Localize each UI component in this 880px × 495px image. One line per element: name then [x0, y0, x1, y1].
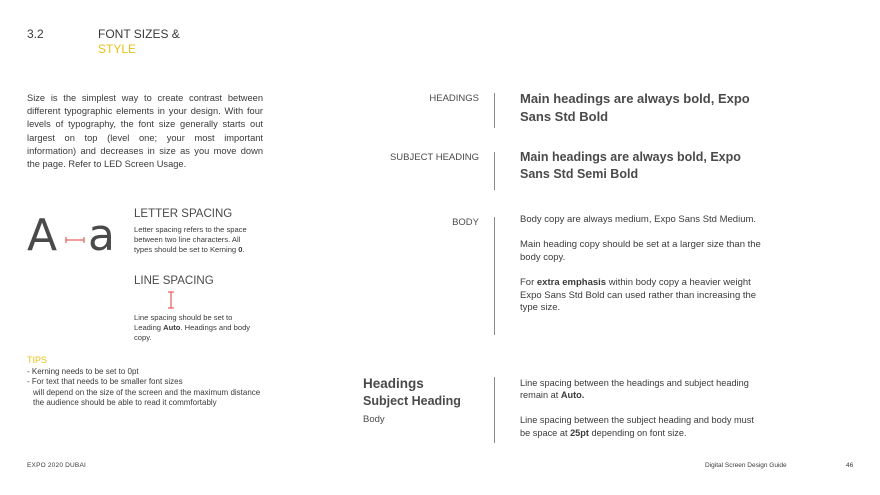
intro-paragraph: Size is the simplest way to create contrast between different typographic elements in your design. With four levels of typography, the font size generally starts out largest on top (level one; your most important information) and decreases in size as you move down the page. Refer to LED Screen Usage. — [27, 93, 263, 170]
spacing-note-2-end: depending on font size. — [588, 427, 687, 438]
body-paragraph-3-text: For — [520, 276, 537, 288]
spacing-note-1-text: Line spacing between the headings and subject heading remain at — [520, 378, 749, 401]
body-paragraph-1: Body copy are always medium, Expo Sans Std Medium. — [520, 214, 757, 225]
letter-spacing-title: LETTER SPACING — [134, 208, 233, 220]
tip-item-continued: will depend on the size of the screen and the maximum distance the audience should be able to read it commfortably — [33, 387, 261, 408]
text-cursor-icon — [166, 291, 176, 309]
body-paragraph-3 — [520, 277, 765, 315]
letter-spacing-body-text: Letter spacing refers to the space between two line characters. All types should be set to Kerning — [134, 225, 247, 254]
demo-heading: Headings — [363, 376, 424, 391]
tip-item: - For text that needs to be smaller font sizes — [27, 377, 183, 387]
line-spacing-body-end: . Headings and body copy. — [134, 323, 251, 342]
letter-spacing-body — [134, 225, 259, 255]
spacing-note-2-bold: 25pt — [570, 427, 589, 438]
headings-label: HEADINGS — [429, 93, 479, 104]
line-spacing-body-bold: Auto — [163, 323, 181, 332]
spacing-note-2 — [520, 414, 765, 439]
section-title — [98, 27, 180, 57]
line-spacing-title: LINE SPACING — [134, 275, 214, 287]
subject-heading-label: SUBJECT HEADING — [389, 152, 479, 163]
footer-guide-title: Digital Screen Design Guide — [705, 462, 787, 469]
letter-spacing-body-end: . — [242, 245, 245, 254]
body-label: BODY — [452, 217, 479, 228]
kerning-marker-icon — [65, 236, 85, 244]
footer-brand: EXPO 2020 DUBAI — [27, 462, 86, 469]
body-example — [520, 214, 765, 327]
letter-glyph-lower: a — [88, 210, 115, 261]
body-divider — [494, 217, 495, 335]
letter-glyph-upper: A — [27, 210, 58, 261]
page-number: 46 — [846, 462, 854, 469]
headings-example: Main headings are always bold, Expo Sans Std Bold — [520, 91, 750, 124]
subject-heading-example: Main headings are always bold, Expo Sans Std Semi Bold — [520, 150, 741, 181]
letter-spacing-body-bold: 0 — [238, 245, 243, 254]
section-number: 3.2 — [27, 27, 44, 41]
line-spacing-body-text: Line spacing should be set to Leading — [134, 313, 233, 332]
demo-divider — [494, 377, 495, 443]
spacing-note-1-bold: Auto. — [560, 390, 585, 401]
spacing-notes — [520, 377, 765, 451]
body-paragraph-2: Main heading copy should be set at a larger size than the body copy. — [520, 239, 761, 263]
spacing-note-1 — [520, 377, 765, 402]
demo-body: Body — [363, 414, 385, 425]
tip-item: - Kerning needs to be set to 0pt — [27, 367, 139, 376]
line-spacing-body — [134, 313, 259, 343]
tips-list — [27, 367, 267, 409]
demo-subject-heading: Subject Heading — [363, 394, 461, 408]
spacing-note-2-text: Line spacing between the subject heading and body must be space at — [520, 415, 754, 438]
section-title-line1: FONT SIZES & — [98, 27, 180, 41]
subject-heading-divider — [494, 152, 495, 190]
section-title-line2: STYLE — [98, 42, 137, 56]
body-paragraph-3-bold: extra emphasis — [536, 276, 607, 288]
body-paragraph-3-end: within body copy a heavier weight Expo Sans Std Bold can used rather than increasing the type size. — [520, 276, 757, 314]
tips-title: TIPS — [27, 355, 48, 365]
headings-divider — [494, 93, 495, 128]
